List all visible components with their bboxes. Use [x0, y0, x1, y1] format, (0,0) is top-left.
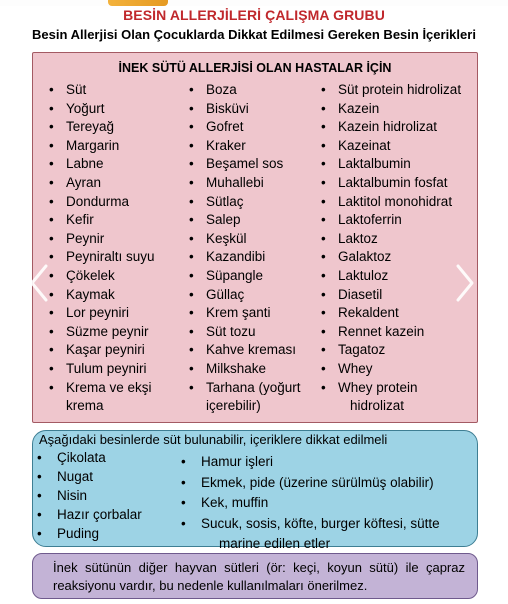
list-item-text: Yoğurt: [66, 100, 105, 116]
list-item-text: Puding: [57, 526, 100, 541]
list-item: [189, 155, 301, 174]
list-item: [189, 193, 301, 212]
list-item: [321, 137, 461, 156]
list-item: [321, 100, 461, 119]
list-item-text: Kahve kreması: [206, 342, 297, 358]
list-item-text: Salep: [206, 212, 241, 228]
list-item: [321, 118, 461, 137]
list-item-text: içerebilir): [206, 398, 261, 414]
list-item-text: Laktalbumin fosfat: [338, 174, 448, 190]
cross-reaction-note: [32, 553, 478, 599]
list-item: [189, 304, 301, 323]
list-item: [321, 230, 461, 249]
bullet-icon: •: [49, 119, 54, 135]
list-item-text: Krema ve ekşi: [66, 379, 152, 395]
bullet-icon: •: [321, 193, 326, 209]
list-item: [321, 267, 461, 286]
list-item-text: Laktitol monohidrat: [338, 193, 453, 209]
bullet-icon: •: [189, 174, 194, 190]
bullet-icon: •: [189, 286, 194, 302]
list-item-text: Kefir: [66, 212, 94, 228]
list-item-text: Tarhana (yoğurt: [206, 379, 301, 395]
list-item-text: Hazır çorbalar: [57, 507, 142, 522]
list-item-text: Kazein hidrolizat: [338, 119, 438, 135]
list-item: [189, 211, 301, 230]
bullet-icon: •: [321, 323, 326, 339]
bullet-icon: •: [37, 507, 42, 522]
bullet-icon: •: [189, 249, 194, 265]
list-item-text: Labne: [66, 156, 104, 172]
bullet-icon: •: [189, 82, 194, 97]
list-item-text: Nisin: [57, 488, 88, 503]
list-item: [49, 248, 155, 267]
list-item: [49, 174, 155, 193]
bullet-icon: •: [49, 193, 54, 209]
list-item-text: Kazeinat: [338, 137, 391, 153]
list-item-text: Laktoferrin: [338, 212, 402, 228]
bullet-icon: •: [181, 474, 186, 490]
hidden-milk-panel: [32, 430, 478, 551]
bullet-icon: •: [321, 249, 326, 265]
bullet-icon: •: [321, 286, 326, 302]
list-item-text: Tereyağ: [66, 119, 115, 135]
list-item: [35, 448, 142, 467]
list-item: [321, 81, 461, 100]
bullet-icon: •: [321, 360, 326, 376]
bullet-icon: •: [321, 100, 326, 116]
list-item-text: Süzme peynir: [66, 323, 149, 339]
bullet-icon: •: [49, 230, 54, 246]
list-item-text: Lor peyniri: [66, 305, 130, 321]
list-item-text: Hamur işleri: [201, 454, 274, 469]
list-item-text: Gofret: [206, 119, 244, 135]
bullet-icon: •: [37, 450, 42, 465]
list-item-text: Tulum peyniri: [66, 360, 147, 376]
list-item: [189, 286, 301, 305]
list-item: [189, 248, 301, 267]
list-item-text: Muhallebi: [206, 174, 264, 190]
list-item-text: Rennet kazein: [338, 323, 425, 339]
bullet-icon: •: [49, 212, 54, 228]
bullet-icon: •: [49, 100, 54, 116]
bullet-icon: •: [321, 119, 326, 135]
bullet-icon: •: [49, 286, 54, 302]
bullet-icon: •: [49, 137, 54, 153]
list-item: [49, 267, 155, 286]
list-item: [321, 211, 461, 230]
list-item-text: Diasetil: [338, 286, 383, 302]
milk-allergy-column-3: [321, 81, 461, 416]
list-item: [189, 323, 301, 342]
list-item-text: Peyniraltı suyu: [66, 249, 155, 265]
bullet-icon: •: [49, 342, 54, 358]
bullet-icon: •: [49, 379, 54, 395]
bullet-icon: •: [189, 379, 194, 395]
list-item-text: Whey: [338, 360, 373, 376]
list-item-text: Nugat: [57, 469, 94, 484]
list-item: [321, 360, 461, 379]
list-item-text: Sucuk, sosis, köfte, burger köftesi, sütte: [201, 515, 440, 531]
bullet-icon: •: [189, 305, 194, 321]
bullet-icon: •: [49, 249, 54, 265]
list-item: [179, 514, 440, 555]
bullet-icon: •: [181, 495, 186, 510]
list-item: [189, 341, 301, 360]
list-item: [49, 286, 155, 305]
list-item: [189, 118, 301, 137]
milk-allergy-panel-title: İNEK SÜTÜ ALLERJİSİ OLAN HASTALAR İÇİN: [118, 61, 392, 75]
bullet-icon: •: [189, 100, 194, 116]
list-item-text: Süt: [66, 82, 87, 97]
bullet-icon: •: [321, 379, 326, 395]
list-item: [35, 467, 142, 486]
milk-allergy-panel: [32, 52, 478, 423]
list-item: [49, 304, 155, 323]
milk-allergy-column-1: [49, 81, 155, 416]
list-item-text: Milkshake: [206, 360, 267, 376]
list-item: [321, 304, 461, 323]
bullet-icon: •: [181, 454, 186, 469]
list-item: [179, 452, 440, 473]
bullet-icon: •: [49, 360, 54, 376]
bullet-icon: •: [189, 137, 194, 153]
list-item-text: Laktoz: [338, 230, 378, 246]
bullet-icon: •: [189, 119, 194, 135]
list-item: [49, 137, 155, 156]
bullet-icon: •: [321, 212, 326, 228]
chevron-left-icon[interactable]: [28, 263, 50, 303]
bullet-icon: •: [321, 82, 326, 97]
list-item-text: Kaşar peyniri: [66, 342, 145, 358]
list-item-text: Laktalbumin: [338, 156, 411, 172]
list-item-text: Margarin: [66, 137, 120, 153]
list-item: [49, 155, 155, 174]
list-item: [321, 286, 461, 305]
bullet-icon: •: [189, 212, 194, 228]
bullet-icon: •: [49, 323, 54, 339]
bullet-icon: •: [49, 305, 54, 321]
bullet-icon: •: [37, 526, 42, 541]
bullet-icon: •: [189, 230, 194, 246]
list-item-text: Bisküvi: [206, 100, 249, 116]
list-item-text: Süt protein hidrolizat: [338, 82, 462, 97]
bullet-icon: •: [37, 488, 42, 503]
list-item: [321, 323, 461, 342]
bullet-icon: •: [49, 267, 54, 283]
list-item-text: Whey protein: [338, 379, 418, 395]
list-item-text: Dondurma: [66, 193, 130, 209]
list-item-text: Kazein: [338, 100, 380, 116]
bullet-icon: •: [321, 156, 326, 172]
list-item: [35, 505, 142, 524]
list-item-text: krema: [66, 398, 104, 414]
list-item-text: Süpangle: [206, 267, 264, 283]
list-item: [189, 100, 301, 119]
list-item-text: Keşkül: [206, 230, 247, 246]
chevron-right-icon[interactable]: [454, 263, 476, 303]
list-item: [189, 137, 301, 156]
list-item: [179, 493, 440, 514]
list-item-text: Galaktoz: [338, 249, 392, 265]
list-item: [321, 174, 461, 193]
list-item: [49, 360, 155, 379]
hidden-milk-panel-title: Aşağıdaki besinlerde süt bulunabilir, içeriklere dikkat edilmeli: [39, 432, 388, 447]
list-item-text: Ekmek, pide (üzerine sürülmüş olabilir): [201, 474, 434, 490]
bullet-icon: •: [49, 82, 54, 97]
list-item: [49, 81, 155, 100]
list-item: [179, 473, 440, 494]
hidden-milk-column-1: [35, 448, 142, 543]
list-item-text: Tagatoz: [338, 342, 386, 358]
logo-fragment: [108, 0, 168, 6]
bullet-icon: •: [181, 515, 186, 531]
list-item-text: Laktuloz: [338, 267, 389, 283]
list-item: [49, 118, 155, 137]
list-item-text: Güllaç: [206, 286, 245, 302]
list-item-text: Rekaldent: [338, 305, 399, 321]
list-item: [49, 230, 155, 249]
list-item: [321, 193, 461, 212]
bullet-icon: •: [189, 360, 194, 376]
list-item: [321, 341, 461, 360]
list-item-text: Peynir: [66, 230, 105, 246]
list-item: [35, 486, 142, 505]
list-item-text: marine edilen etler: [219, 536, 331, 551]
list-item: [189, 81, 301, 100]
list-item: [321, 379, 461, 416]
list-item-text: Kek, muffin: [201, 495, 269, 510]
list-item: [189, 230, 301, 249]
list-item-text: Krem şanti: [206, 305, 271, 321]
group-title: BESİN ALLERJİLERİ ÇALIŞMA GRUBU: [123, 7, 385, 23]
bullet-icon: •: [37, 469, 42, 484]
list-item: [49, 100, 155, 119]
bullet-icon: •: [321, 305, 326, 321]
list-item: [321, 155, 461, 174]
list-item-text: Kazandibi: [206, 249, 266, 265]
list-item-text: Süt tozu: [206, 323, 256, 339]
bullet-icon: •: [321, 342, 326, 358]
bullet-icon: •: [189, 193, 194, 209]
list-item: [49, 211, 155, 230]
bullet-icon: •: [49, 156, 54, 172]
hidden-milk-column-2: [179, 452, 440, 555]
page-subtitle: Besin Allerjisi Olan Çocuklarda Dikkat Edilmesi Gereken Besin İçerikleri: [32, 27, 476, 42]
bullet-icon: •: [49, 174, 54, 190]
list-item: [189, 174, 301, 193]
bullet-icon: •: [321, 137, 326, 153]
list-item: [189, 267, 301, 286]
list-item-text: Sütlaç: [206, 193, 244, 209]
list-item: [49, 193, 155, 212]
bullet-icon: •: [189, 323, 194, 339]
list-item: [321, 248, 461, 267]
bullet-icon: •: [189, 267, 194, 283]
milk-allergy-column-2: [189, 81, 301, 416]
list-item: [49, 323, 155, 342]
bullet-icon: •: [189, 342, 194, 358]
list-item-text: Beşamel sos: [206, 156, 284, 172]
list-item: [35, 524, 142, 543]
bullet-icon: •: [321, 230, 326, 246]
list-item-text: Kaymak: [66, 286, 115, 302]
list-item-text: Çikolata: [57, 450, 106, 465]
list-item: [49, 341, 155, 360]
bullet-icon: •: [321, 174, 326, 190]
list-item-text: Ayran: [66, 174, 102, 190]
list-item: [189, 360, 301, 379]
list-item-text: Çökelek: [66, 267, 115, 283]
list-item-text: hidrolizat: [350, 398, 405, 414]
bullet-icon: •: [321, 267, 326, 283]
list-item-text: Boza: [206, 82, 237, 97]
list-item-text: Kraker: [206, 137, 246, 153]
bullet-icon: •: [189, 156, 194, 172]
cross-reaction-note-text: İnek sütünün diğer hayvan sütleri (ör: keçi, koyun sütü) ile çapraz reaksiyonu vardır, bu nedenle kullanılmaları önerilmez.: [53, 560, 465, 593]
list-item: [49, 379, 155, 416]
top-strip: [0, 0, 508, 6]
list-item: [189, 379, 301, 416]
